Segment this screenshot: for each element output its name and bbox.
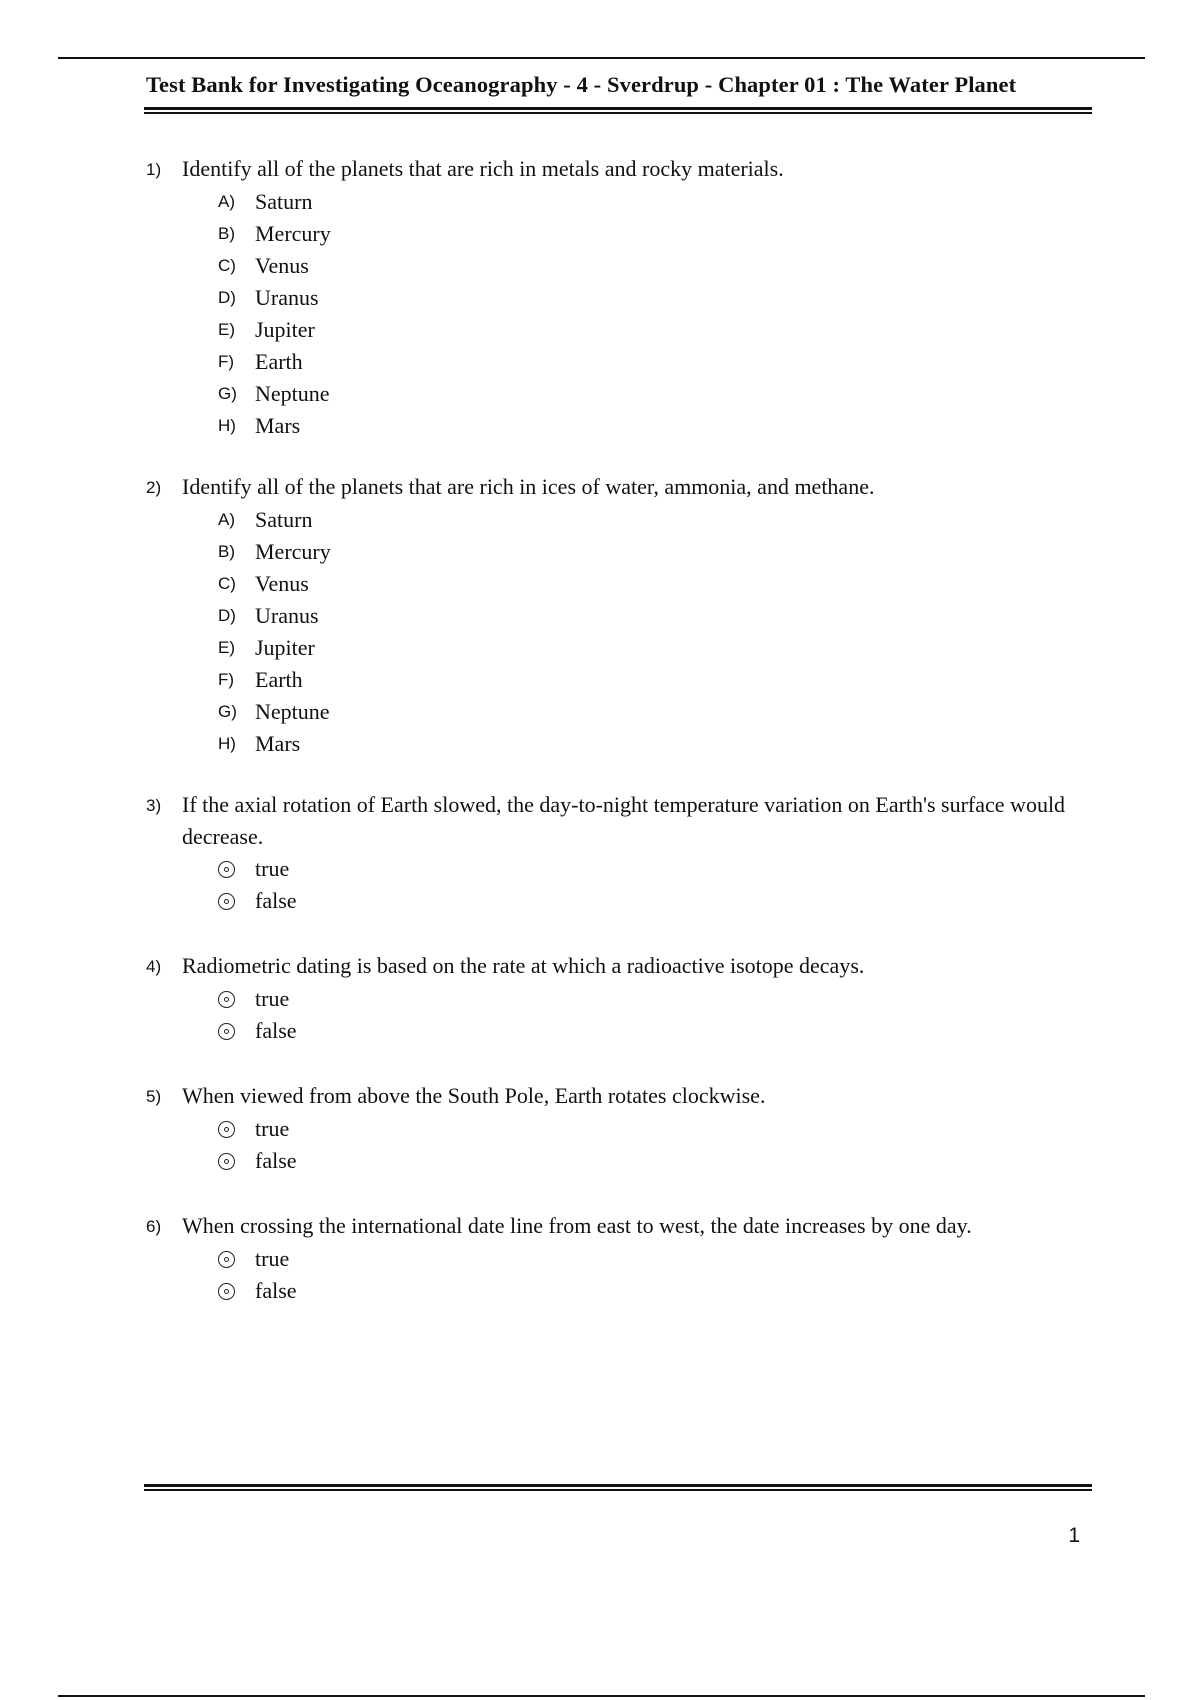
answer-options [146, 1243, 1096, 1307]
question-number: 3) [146, 796, 162, 815]
option-text: Jupiter [255, 635, 315, 660]
option-letter: D) [218, 288, 236, 307]
question-text: Radiometric dating is based on the rate at which a radioactive isotope decays. [182, 953, 865, 978]
question-number: 1) [146, 160, 162, 179]
answer-option-d[interactable] [218, 282, 1096, 314]
radio-button-icon[interactable] [218, 1153, 235, 1170]
answer-options [146, 853, 1096, 917]
option-letter: E) [218, 638, 235, 657]
question-text: Identify all of the planets that are rich in ices of water, ammonia, and methane. [182, 474, 875, 499]
answer-option-c[interactable] [218, 568, 1096, 600]
option-text: true [255, 856, 290, 881]
answer-options [146, 186, 1096, 442]
option-text: true [255, 986, 290, 1011]
answer-option-g[interactable] [218, 378, 1096, 410]
answer-option-false[interactable] [218, 1275, 1096, 1307]
question-text: When crossing the international date line from east to west, the date increases by one day. [182, 1213, 972, 1238]
answer-option-c[interactable] [218, 250, 1096, 282]
option-text: false [255, 1018, 297, 1043]
option-text: Earth [255, 667, 303, 692]
question-stem [146, 153, 1096, 186]
option-text: Venus [255, 571, 309, 596]
answer-option-d[interactable] [218, 600, 1096, 632]
answer-option-b[interactable] [218, 536, 1096, 568]
option-text: Mercury [255, 221, 331, 246]
question-stem [146, 789, 1096, 853]
radio-button-icon[interactable] [218, 1121, 235, 1138]
answer-option-f[interactable] [218, 664, 1096, 696]
question-stem [146, 1210, 1096, 1243]
option-letter: A) [218, 510, 235, 529]
radio-button-icon[interactable] [218, 1023, 235, 1040]
answer-option-false[interactable] [218, 1015, 1096, 1047]
option-text: Jupiter [255, 317, 315, 342]
option-letter: H) [218, 416, 236, 435]
answer-options [146, 983, 1096, 1047]
option-letter: F) [218, 670, 235, 689]
answer-option-g[interactable] [218, 696, 1096, 728]
question-5 [146, 1080, 1096, 1177]
question-text: When viewed from above the South Pole, Earth rotates clockwise. [182, 1083, 766, 1108]
answer-option-a[interactable] [218, 504, 1096, 536]
radio-button-icon[interactable] [218, 991, 235, 1008]
option-letter: D) [218, 606, 236, 625]
answer-option-true[interactable] [218, 1113, 1096, 1145]
answer-option-h[interactable] [218, 410, 1096, 442]
answer-option-true[interactable] [218, 853, 1096, 885]
header-double-rule [144, 107, 1092, 114]
option-letter: C) [218, 574, 236, 593]
answer-options [146, 504, 1096, 760]
option-text: Mercury [255, 539, 331, 564]
option-text: Neptune [255, 699, 330, 724]
page-number: 1 [1068, 1524, 1080, 1547]
option-text: Uranus [255, 285, 319, 310]
option-text: Saturn [255, 189, 313, 214]
question-number: 2) [146, 478, 162, 497]
option-text: false [255, 1148, 297, 1173]
option-letter: A) [218, 192, 235, 211]
radio-button-icon[interactable] [218, 893, 235, 910]
option-text: Mars [255, 413, 301, 438]
answer-option-true[interactable] [218, 1243, 1096, 1275]
question-6 [146, 1210, 1096, 1307]
question-2 [146, 471, 1096, 760]
page-header-title: Test Bank for Investigating Oceanography - 4 - Sverdrup - Chapter 01 : The Water Planet [146, 72, 1017, 97]
question-4 [146, 950, 1096, 1047]
question-number: 5) [146, 1087, 162, 1106]
question-list [146, 153, 1096, 1307]
option-letter: G) [218, 384, 237, 403]
question-text: If the axial rotation of Earth slowed, the day-to-night temperature variation on Earth's surface would decrease. [182, 792, 1066, 849]
answer-option-h[interactable] [218, 728, 1096, 760]
option-text: Uranus [255, 603, 319, 628]
answer-option-e[interactable] [218, 314, 1096, 346]
option-text: Saturn [255, 507, 313, 532]
option-text: true [255, 1116, 290, 1141]
option-text: Venus [255, 253, 309, 278]
question-stem [146, 1080, 1096, 1113]
answer-option-true[interactable] [218, 983, 1096, 1015]
radio-button-icon[interactable] [218, 1251, 235, 1268]
option-letter: F) [218, 352, 235, 371]
answer-option-e[interactable] [218, 632, 1096, 664]
radio-button-icon[interactable] [218, 861, 235, 878]
radio-button-icon[interactable] [218, 1283, 235, 1300]
option-letter: B) [218, 224, 235, 243]
answer-options [146, 1113, 1096, 1177]
question-3 [146, 789, 1096, 917]
answer-option-false[interactable] [218, 885, 1096, 917]
answer-option-b[interactable] [218, 218, 1096, 250]
option-text: true [255, 1246, 290, 1271]
option-text: false [255, 888, 297, 913]
option-text: Earth [255, 349, 303, 374]
answer-option-a[interactable] [218, 186, 1096, 218]
question-number: 6) [146, 1217, 162, 1236]
option-letter: C) [218, 256, 236, 275]
question-stem [146, 950, 1096, 983]
option-letter: H) [218, 734, 236, 753]
question-1 [146, 153, 1096, 442]
answer-option-f[interactable] [218, 346, 1096, 378]
top-edge-rule [58, 57, 1145, 59]
option-letter: E) [218, 320, 235, 339]
question-stem [146, 471, 1096, 504]
option-letter: G) [218, 702, 237, 721]
question-number: 4) [146, 957, 162, 976]
bottom-edge-rule [58, 1695, 1145, 1697]
option-letter: B) [218, 542, 235, 561]
answer-option-false[interactable] [218, 1145, 1096, 1177]
option-text: Neptune [255, 381, 330, 406]
option-text: false [255, 1278, 297, 1303]
option-text: Mars [255, 731, 301, 756]
footer-double-rule [144, 1484, 1092, 1491]
question-text: Identify all of the planets that are rich in metals and rocky materials. [182, 156, 784, 181]
